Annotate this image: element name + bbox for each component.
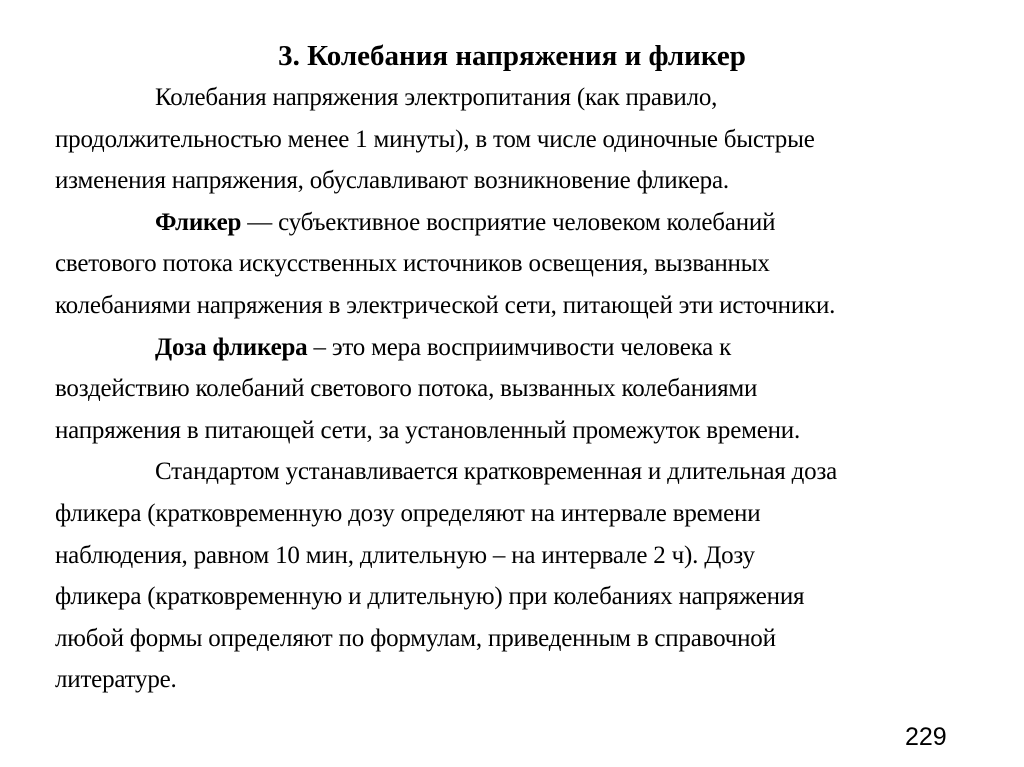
paragraph-3-line-2: воздействию колебаний светового потока, вызванных колебаниями: [55, 375, 758, 403]
paragraph-4-line-1: Стандартом устанавливается кратковременная и длительная доза: [155, 458, 838, 486]
paragraph-4-line-4: фликера (кратковременную и длительную) при колебаниях напряжения: [55, 583, 805, 611]
flicker-dose-term: Доза фликера: [155, 333, 308, 361]
paragraph-4-line-3: наблюдения, равном 10 мин, длительную – на интервале 2 ч). Дозу: [55, 541, 755, 569]
paragraph-2-line-1: [55, 202, 975, 244]
paragraph-1-line-3: изменения напряжения, обуславливают возникновение фликера.: [55, 167, 729, 195]
paragraph-1-line-1: Колебания напряжения электропитания (как правило,: [155, 84, 718, 111]
paragraph-3-line-3: напряжения в питающей сети, за установленный промежуток времени.: [55, 416, 801, 444]
slide-body: [55, 77, 975, 701]
paragraph-4-line-6: литературе.: [55, 666, 177, 694]
paragraph-2-line-3: колебаниями напряжения в электрической сети, питающей эти источники.: [55, 291, 836, 319]
flicker-dose-definition-start: – это мера восприимчивости человека к: [307, 333, 732, 361]
paragraph-4-line-5: любой формы определяют по формулам, приведенным в справочной: [55, 624, 776, 652]
paragraph-1-line-2: продолжительностью менее 1 минуты), в том числе одиночные быстрые: [55, 125, 815, 153]
page-number: 229: [905, 723, 947, 751]
paragraph-2-line-2: светового потока искусственных источников освещения, вызванных: [55, 250, 770, 278]
paragraph-4-line-2: фликера (кратковременную дозу определяют на интервале времени: [55, 499, 761, 527]
slide-title: 3. Колебания напряжения и фликер: [278, 40, 746, 72]
paragraph-3-line-1: [55, 327, 975, 369]
flicker-definition-start: — субъективное восприятие человеком колебаний: [241, 208, 776, 236]
flicker-term: Фликер: [155, 208, 242, 236]
